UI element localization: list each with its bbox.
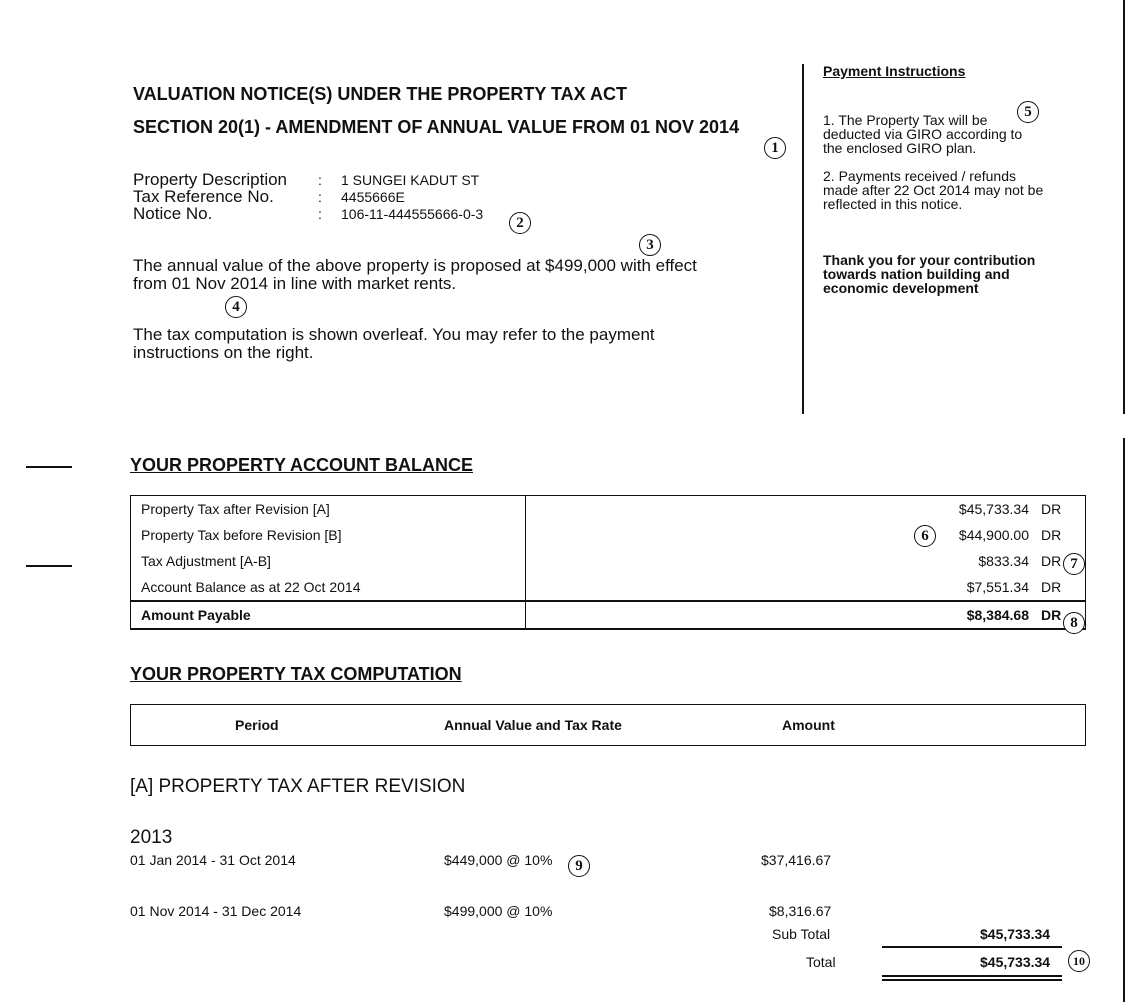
balance-label: Property Tax before Revision [B] xyxy=(131,522,526,548)
page-edge-top xyxy=(1123,0,1125,414)
subtotal-rule xyxy=(882,946,1062,948)
marker-9: 9 xyxy=(568,855,590,877)
thank-you-line1: Thank you for your contribution xyxy=(823,252,1036,268)
field-label-notice-no: Notice No. xyxy=(133,204,213,223)
column-divider xyxy=(802,64,804,414)
balance-amount: $7,551.34 xyxy=(966,579,1029,595)
computation-note-line2: instructions on the right. xyxy=(133,343,314,362)
table-row xyxy=(131,496,1086,523)
payment-instructions-heading: Payment Instructions xyxy=(823,63,966,79)
period-1: 01 Jan 2014 - 31 Oct 2014 xyxy=(130,852,296,868)
table-row xyxy=(131,522,1086,548)
balance-value xyxy=(526,522,1086,548)
total-rule xyxy=(882,975,1062,977)
dr-indicator: DR xyxy=(1041,553,1062,569)
marker-2: 2 xyxy=(509,212,531,234)
thank-you-message xyxy=(823,253,1035,295)
table-row xyxy=(131,574,1086,601)
balance-amount: $45,733.34 xyxy=(958,501,1029,517)
page-edge-bottom xyxy=(1123,438,1125,1002)
payment-item-2-line1: 2. Payments received / refunds xyxy=(823,168,1016,184)
balance-label: Account Balance as at 22 Oct 2014 xyxy=(131,574,526,601)
column-header-amount: Amount xyxy=(782,717,835,733)
period-2: 01 Nov 2014 - 31 Dec 2014 xyxy=(130,903,302,919)
balance-value xyxy=(526,601,1086,629)
balance-value xyxy=(526,496,1086,523)
field-sep: : xyxy=(318,189,322,205)
balance-amount: $8,384.68 xyxy=(966,607,1029,623)
dr-indicator: DR xyxy=(1041,607,1062,623)
year-label: 2013 xyxy=(130,827,173,848)
field-value-tax-reference: 4455666E xyxy=(341,189,405,205)
notice-title: VALUATION NOTICE(S) UNDER THE PROPERTY TAX ACT xyxy=(133,84,628,104)
tax-computation-heading: YOUR PROPERTY TAX COMPUTATION xyxy=(130,664,462,684)
payment-item-1-line3: the enclosed GIRO plan. xyxy=(823,140,977,156)
balance-label: Tax Adjustment [A-B] xyxy=(131,548,526,574)
thank-you-line3: economic development xyxy=(823,280,979,296)
account-balance-table xyxy=(130,495,1086,630)
computation-header xyxy=(130,704,1086,746)
dr-indicator: DR xyxy=(1041,527,1062,543)
marker-1: 1 xyxy=(764,137,786,159)
marker-5: 5 xyxy=(1017,101,1039,123)
dr-indicator: DR xyxy=(1041,579,1062,595)
table-row xyxy=(131,548,1086,574)
thank-you-line2: towards nation building and xyxy=(823,266,1010,282)
rate-1: $449,000 @ 10% xyxy=(444,852,553,868)
payment-item-1 xyxy=(823,113,1022,155)
field-sep: : xyxy=(318,206,322,222)
payment-item-1-line1: 1. The Property Tax will be xyxy=(823,112,988,128)
balance-label: Property Tax after Revision [A] xyxy=(131,496,526,523)
column-header-annual-value: Annual Value and Tax Rate xyxy=(444,717,622,733)
table-row-amount-payable xyxy=(131,601,1086,629)
annual-value-paragraph-line2: from 01 Nov 2014 in line with market rents. xyxy=(133,274,457,293)
total-label: Total xyxy=(806,954,836,970)
payment-item-2-line3: reflected in this notice. xyxy=(823,196,963,212)
payment-item-2-line2: made after 22 Oct 2014 may not be xyxy=(823,182,1044,198)
field-value-notice-no: 106-11-444555666-0-3 xyxy=(341,206,484,222)
dr-indicator: DR xyxy=(1041,501,1062,517)
balance-amount: $44,900.00 xyxy=(958,527,1029,543)
field-label-property-description: Property Description xyxy=(133,170,288,189)
marker-4: 4 xyxy=(225,296,247,318)
payment-item-2 xyxy=(823,169,1043,211)
marker-3: 3 xyxy=(639,234,661,256)
subtotal-label: Sub Total xyxy=(772,926,831,942)
section-a-heading: [A] PROPERTY TAX AFTER REVISION xyxy=(130,776,466,797)
marker-10: 10 xyxy=(1068,950,1090,972)
balance-value xyxy=(526,548,1086,574)
account-balance-heading: YOUR PROPERTY ACCOUNT BALANCE xyxy=(130,455,474,475)
total-value: $45,733.34 xyxy=(980,954,1051,970)
balance-label: Amount Payable xyxy=(131,601,526,629)
payment-item-1-line2: deducted via GIRO according to xyxy=(823,126,1023,142)
balance-value xyxy=(526,574,1086,601)
field-value-property-description: 1 SUNGEI KADUT ST xyxy=(341,172,480,188)
subtotal-value: $45,733.34 xyxy=(980,926,1051,942)
margin-tick xyxy=(26,565,72,567)
computation-note-line1: The tax computation is shown overleaf. You may refer to the payment xyxy=(133,325,655,344)
column-header-period: Period xyxy=(235,717,279,733)
amount-2: $8,316.67 xyxy=(769,903,832,919)
annual-value-paragraph-line1: The annual value of the above property is proposed at $499,000 with effect xyxy=(133,256,697,275)
marker-6: 6 xyxy=(914,525,936,547)
notice-section: SECTION 20(1) - AMENDMENT OF ANNUAL VALUE FROM 01 NOV 2014 xyxy=(133,117,740,137)
marker-8: 8 xyxy=(1063,612,1085,634)
field-sep: : xyxy=(318,172,322,188)
margin-tick xyxy=(26,466,72,468)
balance-amount: $833.34 xyxy=(978,553,1029,569)
field-label-tax-reference: Tax Reference No. xyxy=(133,187,274,206)
total-double-rule xyxy=(882,979,1062,981)
marker-7: 7 xyxy=(1063,553,1085,575)
rate-2: $499,000 @ 10% xyxy=(444,903,553,919)
amount-1: $37,416.67 xyxy=(761,852,832,868)
